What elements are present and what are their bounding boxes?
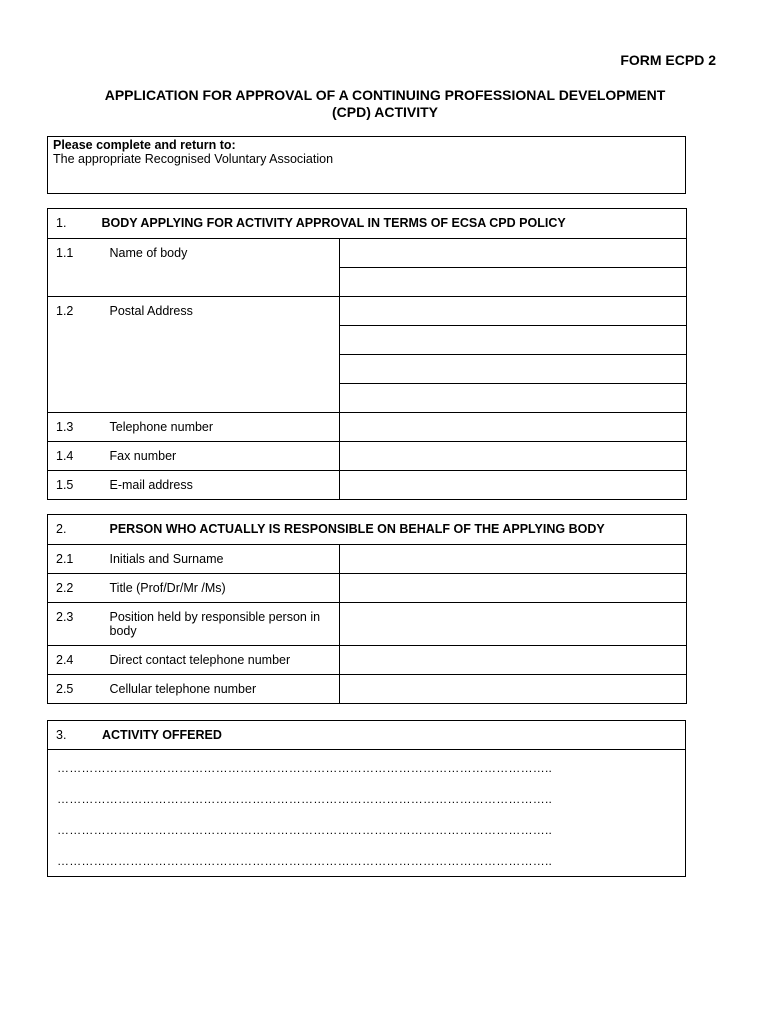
section-1-table [47, 208, 687, 500]
section-2-heading-cell [102, 515, 687, 545]
activity-line-1[interactable]: ………………………………………………………………………………………………………….. [57, 761, 553, 775]
row-1-5-number-cell [48, 471, 102, 500]
row-number: 1.1 [56, 246, 74, 260]
cellular-telephone-field[interactable] [340, 675, 687, 704]
title-field[interactable] [340, 574, 687, 603]
email-address-field[interactable] [340, 471, 687, 500]
section-3-number: 3. [56, 728, 67, 742]
row-label: Position held by responsible person in body [109, 610, 321, 638]
row-1-5-label-cell [102, 471, 340, 500]
return-text: The appropriate Recognised Voluntary Association [53, 152, 334, 166]
row-1-3-number-cell [48, 413, 102, 442]
telephone-number-field[interactable] [340, 413, 687, 442]
activity-line-4[interactable]: ………………………………………………………………………………………………………….. [57, 854, 553, 868]
row-label: Fax number [109, 449, 177, 463]
row-2-1-number-cell [48, 545, 102, 574]
row-number: 2.1 [56, 552, 74, 566]
row-number: 2.4 [56, 653, 74, 667]
section-3-heading: ACTIVITY OFFERED [102, 728, 222, 742]
row-number: 1.5 [56, 478, 74, 492]
section-2-number: 2. [56, 522, 67, 536]
row-label: Title (Prof/Dr/Mr /Ms) [109, 581, 226, 595]
activity-line-3[interactable]: ………………………………………………………………………………………………………….. [57, 823, 553, 837]
row-label: Initials and Surname [109, 552, 224, 566]
row-2-1-label-cell [102, 545, 340, 574]
row-label: Name of body [109, 246, 188, 260]
postal-address-field-2[interactable] [340, 326, 687, 355]
name-of-body-field-2[interactable] [340, 268, 687, 297]
row-number: 2.2 [56, 581, 74, 595]
row-number: 1.4 [56, 449, 74, 463]
row-2-5-number-cell [48, 675, 102, 704]
direct-telephone-field[interactable] [340, 646, 687, 675]
row-1-1-number-cell [48, 239, 102, 297]
row-number: 2.3 [56, 610, 74, 624]
section-3-box [47, 720, 686, 877]
section-2-heading: PERSON WHO ACTUALLY IS RESPONSIBLE ON BEHALF OF THE APPLYING BODY [109, 522, 605, 536]
position-held-field[interactable] [340, 603, 687, 646]
return-heading: Please complete and return to: [53, 138, 236, 152]
form-title [40, 87, 730, 121]
row-label: Telephone number [109, 420, 214, 434]
row-2-5-label-cell [102, 675, 340, 704]
row-1-3-label-cell [102, 413, 340, 442]
row-label: E-mail address [109, 478, 193, 492]
row-2-4-number-cell [48, 646, 102, 675]
row-1-2-label-cell [102, 297, 340, 413]
postal-address-field-3[interactable] [340, 355, 687, 384]
section-1-heading-cell [102, 209, 687, 239]
activity-line-2[interactable]: ………………………………………………………………………………………………………….. [57, 792, 553, 806]
postal-address-field-1[interactable] [340, 297, 687, 326]
form-title-line1: APPLICATION FOR APPROVAL OF A CONTINUING PROFESSIONAL DEVELOPMENT [104, 87, 666, 103]
fax-number-field[interactable] [340, 442, 687, 471]
row-number: 1.3 [56, 420, 74, 434]
section-1-number-cell [48, 209, 102, 239]
row-2-3-label-cell [102, 603, 340, 646]
initials-surname-field[interactable] [340, 545, 687, 574]
section-2-table [47, 514, 687, 704]
row-2-3-number-cell [48, 603, 102, 646]
row-2-4-label-cell [102, 646, 340, 675]
section-3-header [48, 721, 685, 750]
row-2-2-label-cell [102, 574, 340, 603]
row-1-4-label-cell [102, 442, 340, 471]
row-2-2-number-cell [48, 574, 102, 603]
return-to-box [47, 136, 686, 194]
form-id: FORM ECPD 2 [620, 52, 716, 68]
row-label: Cellular telephone number [109, 682, 257, 696]
row-1-4-number-cell [48, 442, 102, 471]
section-1-number: 1. [56, 216, 67, 230]
postal-address-field-4[interactable] [340, 384, 687, 413]
row-1-1-label-cell [102, 239, 340, 297]
row-label: Postal Address [109, 304, 193, 318]
row-label: Direct contact telephone number [109, 653, 291, 667]
section-1-heading: BODY APPLYING FOR ACTIVITY APPROVAL IN TERMS OF ECSA CPD POLICY [101, 216, 566, 230]
row-number: 2.5 [56, 682, 74, 696]
section-2-number-cell [48, 515, 102, 545]
name-of-body-field[interactable] [340, 239, 687, 268]
row-1-2-number-cell [48, 297, 102, 413]
form-title-line2: (CPD) ACTIVITY [331, 104, 439, 120]
row-number: 1.2 [56, 304, 74, 318]
